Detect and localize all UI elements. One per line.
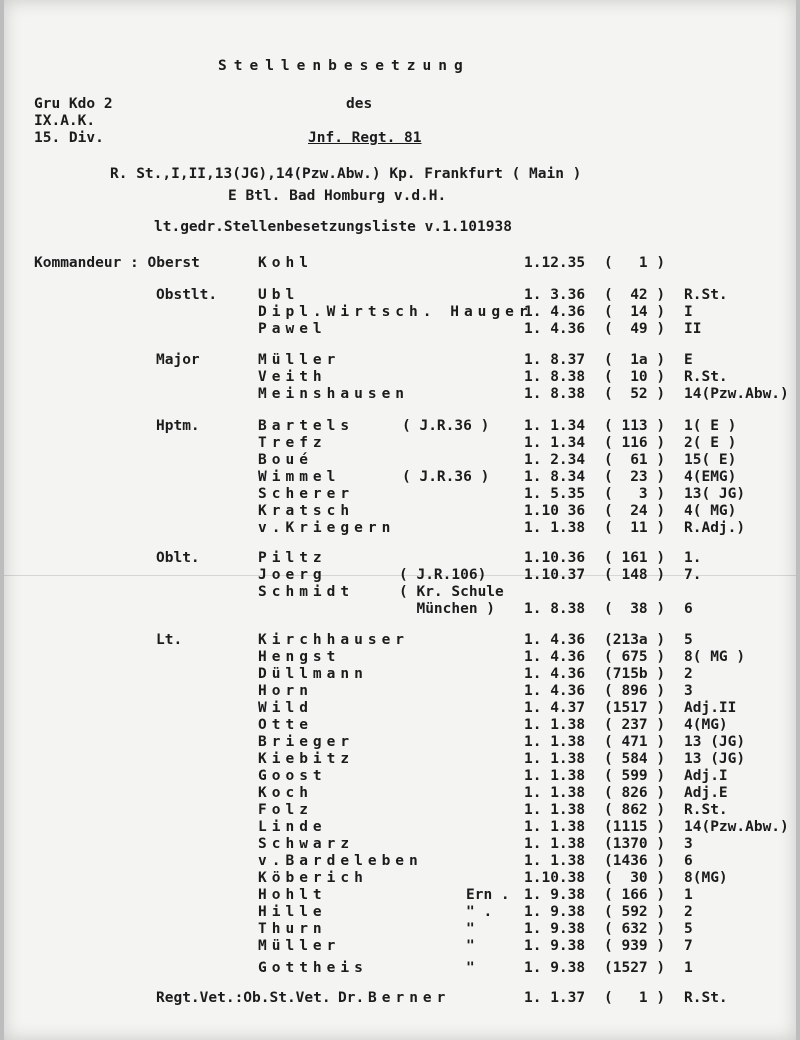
officer-seniority: ( 939 ) (604, 938, 666, 954)
officer-seniority: (1115 ) (604, 819, 666, 835)
officer-seniority: (213a ) (604, 632, 666, 648)
officer-name: Folz (258, 802, 313, 818)
officer-unit: 2 (684, 666, 693, 682)
officer-name: Linde (258, 819, 327, 835)
officer-date: 1. 3.36 (524, 287, 586, 303)
rank-group-label: Oblt. (156, 550, 200, 566)
officer-name: v.Kriegern (258, 520, 396, 536)
footer-label: Regt.Vet.:Ob.St.Vet. (156, 990, 331, 1006)
officer-date: 1. 4.36 (524, 649, 586, 665)
officer-name: Müller (258, 938, 341, 954)
officer-date: 1. 9.38 (524, 938, 586, 954)
officer-unit: 1( E ) (684, 418, 737, 434)
officer-unit: 13 (JG) (684, 734, 746, 750)
officer-name: Joerg (258, 567, 327, 583)
officer-unit: 2( E ) (684, 435, 737, 451)
officer-date: 1.10 36 (524, 503, 586, 519)
officer-seniority: ( 826 ) (604, 785, 666, 801)
officer-name: Brieger (258, 734, 355, 750)
officer-seniority: ( 49 ) (604, 321, 666, 337)
officer-unit: 7. (684, 567, 702, 583)
officer-date: 1. 4.36 (524, 683, 586, 699)
officer-date: 1. 4.37 (524, 700, 586, 716)
officer-date: 1. 1.38 (524, 785, 586, 801)
officer-seniority: ( 52 ) (604, 386, 666, 402)
officer-seniority: ( 166 ) (604, 887, 666, 903)
officer-note: " (466, 921, 475, 937)
footer-rank: ( 1 ) (604, 990, 666, 1006)
officer-seniority: ( 237 ) (604, 717, 666, 733)
footer-date: 1. 1.37 (524, 990, 586, 1006)
officer-unit: Adj.E (684, 785, 728, 801)
officer-seniority: ( 11 ) (604, 520, 666, 536)
officer-seniority: ( 24 ) (604, 503, 666, 519)
org-line-1: Gru Kdo 2 (34, 96, 113, 112)
officer-unit: 3 (684, 836, 693, 852)
officer-date: 1. 8.34 (524, 469, 586, 485)
officer-seniority: ( 42 ) (604, 287, 666, 303)
officer-seniority: ( 116 ) (604, 435, 666, 451)
officer-name: Wild (258, 700, 313, 716)
officer-date: 1. 1.38 (524, 819, 586, 835)
officer-name: Düllmann (258, 666, 368, 682)
rank-group-label: Obstlt. (156, 287, 218, 303)
officer-date: 1. 9.38 (524, 904, 586, 920)
officer-note: ( Kr. Schule (399, 584, 504, 600)
officer-name: Horn (258, 683, 313, 699)
officer-unit: 1. (684, 550, 702, 566)
source-line: lt.gedr.Stellenbesetzungsliste v.1.101938 (154, 219, 512, 235)
officer-seniority: ( 632 ) (604, 921, 666, 937)
officer-seniority: (1517 ) (604, 700, 666, 716)
officer-date: 1. 1.38 (524, 520, 586, 536)
officer-date: 1.10.38 (524, 870, 586, 886)
officer-unit: 1 (684, 960, 693, 976)
officer-date: 1. 4.36 (524, 632, 586, 648)
officer-seniority: ( 896 ) (604, 683, 666, 699)
des-word: des (346, 96, 373, 112)
officer-date: 1. 9.38 (524, 921, 586, 937)
officer-seniority: (715b ) (604, 666, 666, 682)
officer-note: München ) (399, 601, 496, 617)
officer-date: 1.12.35 (524, 255, 586, 271)
officer-seniority: ( 862 ) (604, 802, 666, 818)
officer-name: Bartels (258, 418, 355, 434)
officer-date: 1. 1.34 (524, 435, 586, 451)
officer-name: Kohl (258, 255, 313, 271)
officer-seniority: ( 161 ) (604, 550, 666, 566)
officer-name: Gottheis (258, 960, 368, 976)
officer-note: " (466, 938, 475, 954)
org-line-3: 15. Div. (34, 130, 104, 146)
officer-name: Goost (258, 768, 327, 784)
officer-name: Hille (258, 904, 327, 920)
officer-unit: 8(MG) (684, 870, 728, 886)
officer-note: " (466, 960, 475, 976)
officer-unit: 13( JG) (684, 486, 746, 502)
officer-unit: 5 (684, 632, 693, 648)
officer-name: Thurn (258, 921, 327, 937)
officer-name: Hohlt (258, 887, 327, 903)
officer-name: Müller (258, 352, 341, 368)
officer-seniority: ( 148 ) (604, 567, 666, 583)
footer-name: Berner (368, 990, 451, 1006)
officer-seniority: ( 599 ) (604, 768, 666, 784)
officer-unit: 14(Pzw.Abw.) (684, 386, 789, 402)
officer-name: Schwarz (258, 836, 355, 852)
officer-date: 1. 1.38 (524, 836, 586, 852)
officer-name: Hengst (258, 649, 341, 665)
officer-unit: 7 (684, 938, 693, 954)
officer-name: Koch (258, 785, 313, 801)
officer-seniority: ( 38 ) (604, 601, 666, 617)
officer-name: Ubl (258, 287, 300, 303)
document-title: Stellenbesetzung (218, 58, 470, 74)
officer-name: Scherer (258, 486, 355, 502)
officer-seniority: (1527 ) (604, 960, 666, 976)
officer-date: 1.10.36 (524, 550, 586, 566)
officer-seniority: ( 14 ) (604, 304, 666, 320)
officer-name: Wimmel (258, 469, 341, 485)
rank-group-label: Hptm. (156, 418, 200, 434)
officer-seniority: ( 584 ) (604, 751, 666, 767)
officer-note: " . (466, 904, 493, 920)
officer-seniority: (1370 ) (604, 836, 666, 852)
officer-seniority: ( 10 ) (604, 369, 666, 385)
officer-date: 1. 8.37 (524, 352, 586, 368)
officer-name: Otte (258, 717, 313, 733)
officer-seniority: (1436 ) (604, 853, 666, 869)
officer-date: 1. 8.38 (524, 369, 586, 385)
officer-unit: 2 (684, 904, 693, 920)
officer-unit: Adj.I (684, 768, 728, 784)
officer-seniority: ( 3 ) (604, 486, 666, 502)
officer-unit: 13 (JG) (684, 751, 746, 767)
officer-date: 1. 4.36 (524, 321, 586, 337)
officer-seniority: ( 471 ) (604, 734, 666, 750)
officer-seniority: ( 30 ) (604, 870, 666, 886)
officer-unit: 6 (684, 601, 693, 617)
officer-date: 1.10.37 (524, 567, 586, 583)
officer-unit: R.St. (684, 369, 728, 385)
officer-name: Veith (258, 369, 327, 385)
officer-name: Boué (258, 452, 313, 468)
officer-name: Köberich (258, 870, 368, 886)
officer-note: ( J.R.36 ) (402, 418, 490, 434)
officer-unit: 5 (684, 921, 693, 937)
footer-unit: R.St. (684, 990, 728, 1006)
officer-name: Trefz (258, 435, 327, 451)
officer-date: 1. 1.38 (524, 768, 586, 784)
officer-date: 1. 8.38 (524, 386, 586, 402)
officer-name: Schmidt (258, 584, 355, 600)
officer-unit: 4( MG) (684, 503, 737, 519)
units-line: R. St.,I,II,13(JG),14(Pzw.Abw.) Kp. Frankfurt ( Main ) (110, 166, 582, 182)
officer-note: Ern . (466, 887, 510, 903)
officer-name: Dipl.Wirtsch. Hauger (258, 304, 533, 320)
officer-name: Kratsch (258, 503, 355, 519)
officer-date: 1. 4.36 (524, 304, 586, 320)
officer-date: 1. 1.38 (524, 717, 586, 733)
officer-unit: 3 (684, 683, 693, 699)
officer-seniority: ( 1a ) (604, 352, 666, 368)
officer-note: ( J.R.36 ) (402, 469, 490, 485)
footer-prefix: Dr. (338, 990, 365, 1006)
officer-date: 1. 5.35 (524, 486, 586, 502)
officer-unit: 14(Pzw.Abw.) (684, 819, 789, 835)
officer-name: Kirchhauser (258, 632, 410, 648)
officer-unit: R.St. (684, 802, 728, 818)
officer-unit: 4(MG) (684, 717, 728, 733)
document-page (4, 0, 796, 1040)
officer-unit: 6 (684, 853, 693, 869)
officer-date: 1. 9.38 (524, 960, 586, 976)
officer-date: 1. 2.34 (524, 452, 586, 468)
officer-date: 1. 1.38 (524, 734, 586, 750)
regiment-title: Jnf. Regt. 81 (308, 130, 422, 146)
officer-date: 1. 1.38 (524, 802, 586, 818)
officer-name: Kiebitz (258, 751, 355, 767)
officer-unit: R.St. (684, 287, 728, 303)
officer-date: 1. 4.36 (524, 666, 586, 682)
officer-unit: E (684, 352, 693, 368)
officer-seniority: ( 592 ) (604, 904, 666, 920)
org-line-2: IX.A.K. (34, 113, 96, 129)
ebtl-line: E Btl. Bad Homburg v.d.H. (228, 188, 447, 204)
rank-group-label: Lt. (156, 632, 183, 648)
officer-seniority: ( 113 ) (604, 418, 666, 434)
officer-note: ( J.R.106) (399, 567, 487, 583)
officer-seniority: ( 1 ) (604, 255, 666, 271)
officer-seniority: ( 675 ) (604, 649, 666, 665)
officer-unit: Adj.II (684, 700, 737, 716)
officer-name: v.Bardeleben (258, 853, 423, 869)
officer-unit: I (684, 304, 693, 320)
officer-date: 1. 9.38 (524, 887, 586, 903)
officer-unit: 1 (684, 887, 693, 903)
officer-name: Piltz (258, 550, 327, 566)
officer-unit: II (684, 321, 702, 337)
officer-date: 1. 1.34 (524, 418, 586, 434)
officer-unit: R.Adj.) (684, 520, 746, 536)
officer-date: 1. 1.38 (524, 751, 586, 767)
officer-unit: 15( E) (684, 452, 737, 468)
officer-date: 1. 8.38 (524, 601, 586, 617)
officer-name: Meinshausen (258, 386, 410, 402)
officer-seniority: ( 61 ) (604, 452, 666, 468)
officer-unit: 4(EMG) (684, 469, 737, 485)
officer-date: 1. 1.38 (524, 853, 586, 869)
officer-seniority: ( 23 ) (604, 469, 666, 485)
rank-group-label: Kommandeur : Oberst (34, 255, 200, 271)
rank-group-label: Major (156, 352, 200, 368)
officer-name: Pawel (258, 321, 327, 337)
officer-unit: 8( MG ) (684, 649, 746, 665)
